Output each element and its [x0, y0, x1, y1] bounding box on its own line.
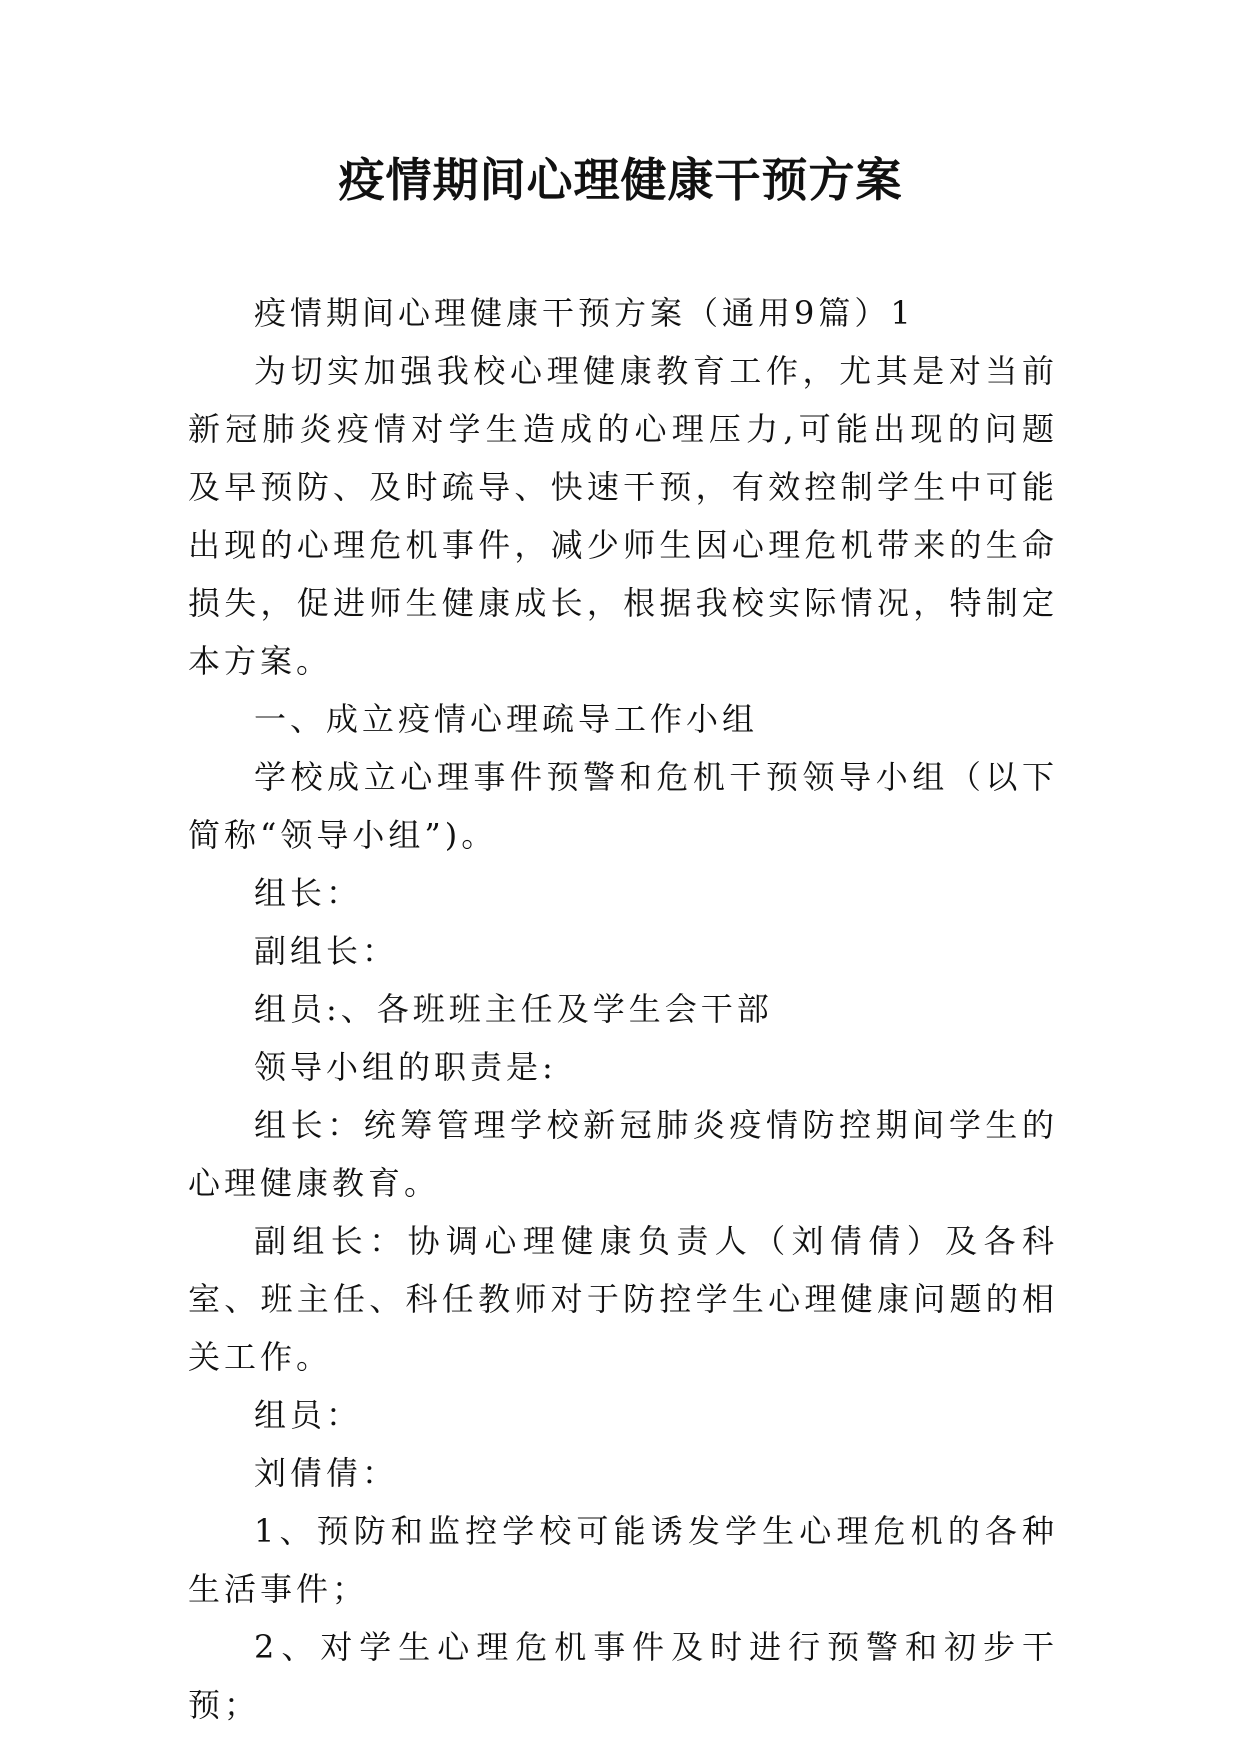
- paragraph-duties-heading: 领导小组的职责是:: [254, 1048, 557, 1086]
- paragraph-duty-item-1: 1、预防和监控学校可能诱发学生心理危机的各种生活事件；: [188, 1512, 1058, 1608]
- paragraph-duty-item-2: 2、对学生心理危机事件及时进行预警和初步干预；: [188, 1628, 1058, 1724]
- paragraph-counselor: 刘倩倩：: [254, 1454, 399, 1492]
- paragraph-leader: 组长：: [254, 874, 363, 912]
- paragraph-deputy-leader: 副组长：: [254, 932, 399, 970]
- paragraph-leadership-group: 学校成立心理事件预警和危机干预领导小组（以下简称“领导小组”)。: [188, 758, 1058, 854]
- paragraph-deputy-duty: 副组长：协调心理健康负责人（刘倩倩）及各科室、班主任、科任教师对于防控学生心理健康问题的相关工作。: [188, 1222, 1058, 1376]
- paragraph-intro-heading: 疫情期间心理健康干预方案（通用9篇）1: [254, 294, 915, 332]
- paragraph-purpose: 为切实加强我校心理健康教育工作，尤其是对当前新冠肺炎疫情对学生造成的心理压力,可能出现的问题及早预防、及时疏导、快速干预，有效控制学生中可能出现的心理危机事件，减少师生因心理危机带来的生命损失，促进师生健康成长，根据我校实际情况，特制定本方案。: [188, 352, 1058, 680]
- document-body: [188, 284, 1058, 1734]
- section-heading-1: 一、成立疫情心理疏导工作小组: [254, 700, 759, 738]
- paragraph-leader-duty: 组长：统筹管理学校新冠肺炎疫情防控期间学生的心理健康教育。: [188, 1106, 1058, 1202]
- document-title: 疫情期间心理健康干预方案: [338, 153, 903, 207]
- paragraph-members: 组员:、各班班主任及学生会干部: [254, 990, 773, 1028]
- paragraph-members-duty: 组员：: [254, 1396, 363, 1434]
